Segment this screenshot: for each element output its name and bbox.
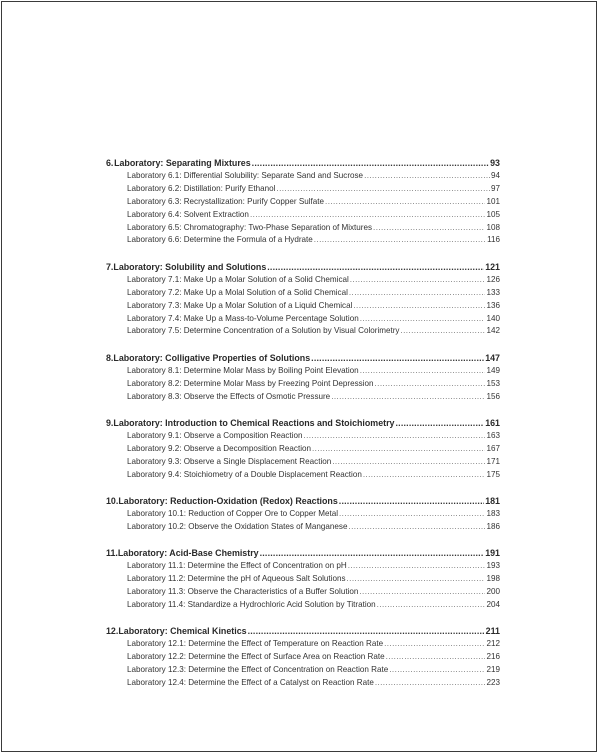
lab-page-number: 149: [486, 365, 500, 375]
lab-entry[interactable]: [106, 430, 500, 443]
dot-leader: [339, 508, 485, 521]
chapter-page-number: 121: [485, 261, 500, 272]
lab-page-number: 219: [486, 665, 500, 675]
chapter-number: 7.: [106, 261, 114, 272]
lab-title: Laboratory 9.3: Observe a Single Displacement Reaction: [127, 456, 332, 466]
lab-title: Laboratory 6.3: Recrystallization: Purify Copper Sulfate: [127, 196, 325, 206]
chapter-heading[interactable]: [106, 416, 500, 430]
chapter-heading[interactable]: [106, 260, 500, 274]
dot-leader: [400, 325, 485, 338]
lab-entry[interactable]: [106, 287, 500, 300]
chapter-number: 9.: [106, 417, 114, 428]
lab-entry[interactable]: [106, 469, 500, 482]
lab-title: Laboratory 8.3: Observe the Effects of Osmotic Pressure: [127, 391, 331, 401]
dot-leader: [360, 313, 486, 326]
lab-entry[interactable]: [106, 573, 500, 586]
dot-leader: [348, 521, 485, 534]
dot-leader: [332, 456, 485, 469]
lab-title: Laboratory 12.1: Determine the Effect of Temperature on Reaction Rate: [127, 639, 384, 649]
lab-title: Laboratory 6.6: Determine the Formula of a Hydrate: [127, 235, 313, 245]
dot-leader: [248, 624, 485, 638]
dot-leader: [384, 638, 485, 651]
lab-title: Laboratory 6.1: Differential Solubility: Separate Sand and Sucrose: [127, 171, 364, 180]
dot-leader: [325, 196, 485, 209]
lab-title: Laboratory 7.1: Make Up a Molar Solution of a Solid Chemical: [127, 274, 349, 284]
dot-leader: [348, 560, 486, 573]
lab-page-number: 200: [486, 587, 500, 597]
lab-title: Laboratory 6.2: Distillation: Purify Ethanol: [127, 183, 276, 193]
dot-leader: [349, 287, 486, 300]
lab-entry[interactable]: [106, 209, 500, 222]
chapter-number: 11.: [106, 548, 118, 559]
dot-leader: [363, 469, 486, 482]
dot-leader: [375, 378, 486, 391]
lab-page-number: 193: [486, 561, 500, 571]
toc-chapter: [106, 494, 500, 534]
dot-leader: [311, 351, 484, 365]
toc-chapter: [106, 260, 500, 338]
dot-leader: [377, 599, 486, 612]
lab-list: [106, 560, 500, 612]
lab-list: [106, 274, 500, 338]
dot-leader: [312, 443, 485, 456]
lab-entry[interactable]: [106, 599, 500, 612]
dot-leader: [339, 494, 484, 508]
dot-leader: [373, 222, 485, 235]
dot-leader: [252, 156, 489, 170]
lab-page-number: 171: [486, 456, 500, 466]
lab-entry[interactable]: [106, 586, 500, 599]
lab-entry[interactable]: [106, 521, 500, 534]
lab-title: Laboratory 7.4: Make Up a Mass-to-Volume Percentage Solution: [127, 313, 359, 323]
toc-chapter: [106, 546, 500, 612]
toc-chapter: [106, 416, 500, 482]
lab-title: Laboratory 11.2: Determine the pH of Aqueous Salt Solutions: [127, 574, 346, 584]
chapter-heading[interactable]: [106, 494, 500, 508]
chapter-page-number: 191: [485, 548, 500, 559]
lab-page-number: 167: [486, 443, 500, 453]
lab-entry[interactable]: [106, 222, 500, 235]
dot-leader: [331, 391, 485, 404]
dot-leader: [250, 209, 486, 222]
chapter-title: Laboratory: Acid-Base Chemistry: [117, 548, 259, 559]
chapter-heading[interactable]: [106, 624, 500, 638]
lab-page-number: 175: [486, 469, 500, 479]
lab-entry[interactable]: [106, 456, 500, 469]
lab-entry[interactable]: [106, 274, 500, 287]
lab-page-number: 216: [486, 652, 500, 662]
lab-entry[interactable]: [106, 508, 500, 521]
lab-list: [106, 170, 500, 247]
toc-chapter: [106, 156, 500, 247]
chapter-number: 12.: [106, 626, 119, 637]
chapter-number: 10.: [106, 496, 119, 507]
toc-chapter: [106, 351, 500, 404]
dot-leader: [350, 274, 486, 287]
lab-list: [106, 638, 500, 690]
dot-leader: [276, 183, 490, 196]
dot-leader: [359, 586, 485, 599]
lab-page-number: 101: [486, 196, 500, 206]
lab-title: Laboratory 12.3: Determine the Effect of Concentration on Reaction Rate: [127, 665, 389, 675]
lab-page-number: 156: [486, 391, 500, 401]
lab-list: [106, 430, 500, 482]
lab-title: Laboratory 7.2: Make Up a Molal Solution of a Solid Chemical: [127, 287, 348, 297]
lab-page-number: 204: [486, 599, 500, 609]
dot-leader: [260, 546, 485, 560]
chapter-page-number: 147: [485, 352, 500, 363]
lab-page-number: 108: [486, 222, 500, 232]
dot-leader: [395, 416, 484, 430]
lab-page-number: 136: [486, 300, 500, 310]
lab-page-number: 140: [486, 313, 500, 323]
chapter-title: Laboratory: Colligative Properties of Solutions: [113, 352, 311, 363]
chapter-title: Laboratory: Chemical Kinetics: [118, 626, 247, 637]
chapter-title: Laboratory: Introduction to Chemical Reactions and Stoichiometry: [113, 417, 395, 428]
lab-entry[interactable]: [106, 365, 500, 378]
chapter-title: Laboratory: Solubility and Solutions: [113, 261, 267, 272]
lab-title: Laboratory 12.2: Determine the Effect of Surface Area on Reaction Rate: [127, 652, 385, 662]
dot-leader: [353, 300, 485, 313]
lab-page-number: 186: [486, 521, 500, 531]
dot-leader: [267, 260, 484, 274]
lab-title: Laboratory 6.5: Chromatography: Two-Phase Separation of Mixtures: [127, 222, 373, 232]
chapter-page-number: 161: [485, 417, 500, 428]
lab-page-number: 163: [486, 430, 500, 440]
lab-entry[interactable]: [106, 443, 500, 456]
lab-entry[interactable]: [106, 170, 500, 183]
lab-entry[interactable]: [106, 183, 500, 196]
dot-leader: [364, 170, 490, 183]
lab-title: Laboratory 11.1: Determine the Effect of Concentration on pH: [127, 561, 347, 571]
lab-title: Laboratory 11.3: Observe the Characteristics of a Buffer Solution: [127, 587, 359, 597]
lab-page-number: 198: [486, 574, 500, 584]
lab-entry[interactable]: [106, 638, 500, 651]
lab-entry[interactable]: [106, 391, 500, 404]
lab-title: Laboratory 8.2: Determine Molar Mass by Freezing Point Depression: [127, 378, 374, 388]
lab-title: Laboratory 9.2: Observe a Decomposition Reaction: [127, 443, 312, 453]
lab-page-number: 126: [486, 274, 500, 284]
lab-entry[interactable]: [106, 677, 500, 690]
lab-list: [106, 365, 500, 404]
chapter-number: 6.: [106, 158, 114, 168]
dot-leader: [386, 651, 486, 664]
lab-page-number: 223: [486, 678, 500, 688]
chapter-heading[interactable]: [106, 156, 500, 170]
lab-title: Laboratory 12.4: Determine the Effect of a Catalyst on Reaction Rate: [127, 678, 374, 688]
lab-page-number: 105: [486, 209, 500, 219]
lab-entry[interactable]: [106, 325, 500, 338]
lab-page-number: 212: [486, 639, 500, 649]
lab-entry[interactable]: [106, 300, 500, 313]
lab-page-number: 183: [486, 509, 500, 519]
lab-title: Laboratory 9.1: Observe a Composition Reaction: [127, 430, 303, 440]
lab-entry[interactable]: [106, 196, 500, 209]
lab-entry[interactable]: [106, 378, 500, 391]
lab-entry[interactable]: [106, 664, 500, 677]
lab-title: Laboratory 11.4: Standardize a Hydrochloric Acid Solution by Titration: [127, 599, 376, 609]
lab-entry[interactable]: [106, 560, 500, 573]
lab-page-number: 153: [486, 378, 500, 388]
chapter-page-number: 181: [485, 496, 500, 507]
dot-leader: [389, 664, 485, 677]
dot-leader: [375, 677, 486, 690]
lab-title: Laboratory 10.1: Reduction of Copper Ore to Copper Metal: [127, 509, 339, 519]
chapter-page-number: 93: [490, 158, 500, 168]
lab-page-number: 97: [490, 183, 500, 193]
lab-title: Laboratory 9.4: Stoichiometry of a Double Displacement Reaction: [127, 469, 362, 479]
lab-page-number: 133: [486, 287, 500, 297]
dot-leader: [347, 573, 486, 586]
toc-chapter: [106, 624, 500, 690]
lab-list: [106, 508, 500, 534]
chapter-number: 8.: [106, 352, 114, 363]
dot-leader: [360, 365, 486, 378]
lab-title: Laboratory 6.4: Solvent Extraction: [127, 209, 249, 219]
chapter-page-number: 211: [485, 626, 500, 637]
lab-entry[interactable]: [106, 651, 500, 664]
dot-leader: [314, 234, 486, 247]
lab-page-number: 116: [487, 235, 500, 245]
lab-page-number: 94: [490, 171, 500, 180]
dot-leader: [303, 430, 485, 443]
lab-entry[interactable]: [106, 313, 500, 326]
lab-page-number: 142: [486, 326, 500, 336]
lab-title: Laboratory 7.5: Determine Concentration of a Solution by Visual Colorimetry: [127, 326, 400, 336]
lab-title: Laboratory 7.3: Make Up a Molar Solution of a Liquid Chemical: [127, 300, 353, 310]
chapter-heading[interactable]: [106, 351, 500, 365]
chapter-heading[interactable]: [106, 546, 500, 560]
chapter-title: Laboratory: Reduction-Oxidation (Redox) Reactions: [118, 496, 338, 507]
lab-title: Laboratory 8.1: Determine Molar Mass by Boiling Point Elevation: [127, 365, 359, 375]
chapter-title: Laboratory: Separating Mixtures: [114, 158, 251, 168]
lab-title: Laboratory 10.2: Observe the Oxidation States of Manganese: [127, 521, 348, 531]
lab-entry[interactable]: [106, 234, 500, 247]
table-of-contents: [106, 156, 500, 702]
